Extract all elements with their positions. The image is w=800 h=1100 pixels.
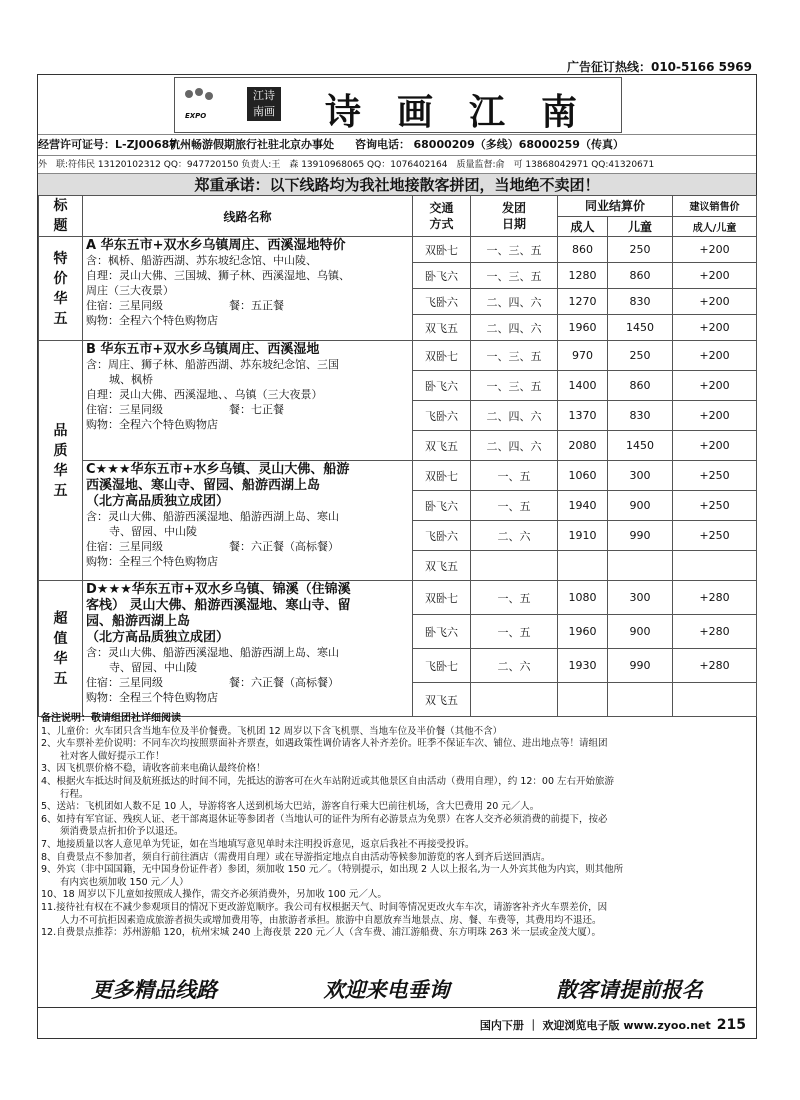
adult-price: 2080 [558,431,608,461]
child-price: 830 [608,401,673,431]
suggested-price: +200 [673,431,757,461]
transport-cell: 双卧七 [413,461,471,491]
suggested-price: +200 [673,237,757,263]
child-price: 990 [608,649,673,683]
route-cell [83,341,413,461]
transport-cell: 双卧七 [413,341,471,371]
note-item: 10、18 周岁以下儿童如按照成人操作，需交齐必须消费外，另加收 100 元／人。 [41,889,387,901]
suggested-price: +280 [673,581,757,615]
adult-price: 1270 [558,289,608,315]
route-detail: 城、枫桥 [109,373,153,386]
date-cell: 二、四、六 [471,315,558,341]
brand-title: 诗画江南 [325,91,614,133]
date-cell: 一、三、五 [471,341,558,371]
footer-text: 国内下册 ｜ 欢迎浏览电子版 www.zyoo.net [479,1019,711,1032]
date-cell: 一、三、五 [471,237,558,263]
adult-price: 1960 [558,615,608,649]
date-cell: 一、五 [471,491,558,521]
route-detail: 住宿：三星同级 餐：五正餐 [86,299,284,312]
header-transport: 交通 方式 [413,196,471,237]
transport-cell: 飞卧六 [413,289,471,315]
route-detail: 含：灵山大佛、船游西溪湿地、船游西湖上岛、寒山 [86,510,339,523]
route-detail: 自理：灵山大佛、西溪湿地、、乌镇（三大夜景） [86,388,323,401]
date-cell: 一、五 [471,615,558,649]
date-cell: 二、六 [471,649,558,683]
permit-number: 经营许可证号：L-ZJ00687 [38,138,177,151]
header-category: 标 题 [39,196,83,237]
note-item: 9、外宾（非中国国籍，无中国身份证件者）参团，须加收 150 元／。（特别提示，如出现 2 人以上报名,为一人外宾其他为内宾，则其他所 [41,864,624,876]
suggested-price: +280 [673,649,757,683]
note-item: 7、地接质量以客人意见单为凭证，如在当地填写意见单时未注明投诉意见，返京后我社不再接受投诉。 [41,838,475,850]
route-detail: 住宿：三星同级 餐：七正餐 [86,403,284,416]
date-cell: 二、四、六 [471,431,558,461]
suggested-price: +200 [673,341,757,371]
suggested-price: +200 [673,371,757,401]
transport-cell: 卧飞六 [413,263,471,289]
suggested-price: +200 [673,401,757,431]
phone-label: 咨询电话： [355,138,410,151]
child-price: 860 [608,371,673,401]
child-price: 830 [608,289,673,315]
suggested-price: +200 [673,263,757,289]
route-detail: 购物：全程三个特色购物店 [86,691,218,704]
adult-price: 1280 [558,263,608,289]
route-title: 园、船游西湖上岛 [86,614,191,629]
child-price: 900 [608,491,673,521]
header-suggested: 建议销售价 [673,196,757,217]
adult-price: 970 [558,341,608,371]
child-price [608,551,673,581]
route-detail: 住宿：三星同级 餐：六正餐（高标餐） [86,540,339,553]
adult-price: 1930 [558,649,608,683]
date-cell: 一、三、五 [471,371,558,401]
child-price: 990 [608,521,673,551]
seal-logo: 江诗 南画 [247,87,281,121]
route-title: （北方高品质独立成团） [86,494,230,509]
suggested-price: +250 [673,491,757,521]
transport-cell: 飞卧七 [413,649,471,683]
suggested-price [673,551,757,581]
route-title: A 华东五市+双水乡乌镇周庄、西溪湿地特价 [86,238,346,253]
note-item: 须消费景点折扣价予以退还。 [60,826,184,838]
brand-banner [174,77,622,133]
child-price [608,683,673,717]
route-title: C★★★华东五市+水乡乌镇、灵山大佛、船游 [86,462,350,477]
phone-numbers: 68000209（多线）68000259（传真） [413,138,624,151]
header-peer-price: 同业结算价 [558,196,673,217]
route-title: 客栈） 灵山大佛、船游西溪湿地、寒山寺、留 [86,598,351,613]
note-item: 6、如持有军官证、残疾人证、老干部离退休证等参团者（当地认可的证件为所有必游景点为免票）在客人交齐必须消费的前提下，按必 [41,813,608,825]
transport-cell: 双卧七 [413,237,471,263]
note-item: 行程。 [60,788,89,800]
routes-table [38,195,757,717]
child-price: 300 [608,461,673,491]
suggested-price: +250 [673,521,757,551]
slogan-item: 散客请提前报名 [555,978,703,1002]
note-item: 4、根据火车抵达时间及航班抵达的时间不同，先抵达的游客可在火车站附近或其他景区自由活动（费用自理），约 12：00 左右开始旅游 [41,775,615,787]
slogan-item: 更多精品线路 [91,978,218,1002]
date-cell: 二、六 [471,521,558,551]
route-title: 西溪湿地、寒山寺、留园、船游西湖上岛 [86,478,321,493]
child-price: 900 [608,615,673,649]
category-label: 特 价 华 五 [39,237,83,341]
transport-cell: 双卧七 [413,581,471,615]
transport-cell: 卧飞六 [413,371,471,401]
note-item: 2、火车票补差价说明：不同车次均按照票面补齐票查，如遇政策性调价请客人补齐差价。旺季不保证车次、铺位、进出地点等！请组团 [41,738,608,750]
route-detail: 购物：全程六个特色购物店 [86,418,218,431]
header-route: 线路名称 [83,196,413,237]
adult-price: 1400 [558,371,608,401]
adult-price [558,683,608,717]
route-detail: 含：灵山大佛、船游西溪湿地、船游西湖上岛、寒山 [86,646,339,659]
note-item: 11.接待社有权在不减少参观项目的情况下更改游览顺序。我公司有权根据天气、时间等情况更改火车车次，请游客补齐火车票差价，因 [41,901,608,913]
route-detail: 购物：全程三个特色购物店 [86,555,218,568]
suggested-price: +280 [673,615,757,649]
note-item: 有内宾也须加收 150 元／人） [60,876,189,888]
transport-cell: 卧飞六 [413,491,471,521]
table-row [39,341,757,371]
suggested-price: +200 [673,289,757,315]
adult-price: 1080 [558,581,608,615]
page-number: 215 [716,1017,746,1033]
note-item: 12.自费景点推荐：苏州游船 120，杭州宋城 240 上海夜景 220 元／人（含车费、浦江游船费、东方明珠 263 米一层或金茂大厦）。 [41,927,602,939]
transport-cell: 双飞五 [413,551,471,581]
date-cell [471,551,558,581]
route-detail: 寺、留园、中山陵 [109,661,197,674]
ad-frame [37,74,757,1039]
transport-cell: 双飞五 [413,431,471,461]
transport-cell: 卧飞六 [413,615,471,649]
adult-price: 1060 [558,461,608,491]
child-price: 250 [608,341,673,371]
route-detail: 周庄（三大夜景） [86,284,174,297]
headline: 郑重承诺：以下线路均为我社地接散客拼团，当地绝不卖团！ [38,173,756,197]
page-footer [38,1007,756,1038]
transport-cell: 双飞五 [413,683,471,717]
office-name: 杭州畅游假期旅行社驻北京办事处 [169,138,334,151]
table-row [39,461,757,491]
date-cell: 一、三、五 [471,263,558,289]
contacts-line: 外 联:符伟民 13120102312 QQ：947720150 负责人:王 森 13910968065 QQ：1076402164 质量监督:俞 可 13868042971 QQ:41320671 [38,160,655,170]
slogan-bar [38,974,756,1006]
route-title: D★★★华东五市+双水乡乌镇、锦溪（住锦溪 [86,582,351,597]
expo-logo: EXPO [183,88,217,122]
header-child: 儿童 [608,216,673,237]
header-suggested-sub: 成人/儿童 [673,216,757,237]
note-item: 5、送站：飞机团如人数不足 10 人，导游将客人送到机场大巴站，游客自行乘大巴前往机场，含大巴费用 20 元／人。 [41,801,540,813]
child-price: 1450 [608,315,673,341]
transport-cell: 双飞五 [413,315,471,341]
transport-cell: 飞卧六 [413,521,471,551]
child-price: 300 [608,581,673,615]
header-adult: 成人 [558,216,608,237]
child-price: 860 [608,263,673,289]
note-item: 8、自费景点不参加者，须自行前往酒店（需费用自理）或在导游指定地点自由活动等候参加游览的客人到齐后送回酒店。 [41,851,551,863]
date-cell: 二、四、六 [471,289,558,315]
suggested-price [673,683,757,717]
child-price: 1450 [608,431,673,461]
adult-price [558,551,608,581]
route-detail: 住宿：三星同级 餐：六正餐（高标餐） [86,676,339,689]
child-price: 250 [608,237,673,263]
route-detail: 寺、留园、中山陵 [109,525,197,538]
adult-price: 1370 [558,401,608,431]
route-detail: 含：周庄、狮子林、船游西湖、苏东坡纪念馆、三国 [86,358,339,371]
license-line [38,134,756,156]
date-cell [471,683,558,717]
table-header-row [39,196,757,217]
table-row [39,581,757,615]
note-item: 3、因飞机票价格不稳，请收客前来电确认最终价格！ [41,763,266,775]
slogan-item: 欢迎来电垂询 [323,978,450,1002]
route-detail: 含：枫桥、船游西湖、苏东坡纪念馆、中山陵、 [86,254,317,267]
adult-price: 1910 [558,521,608,551]
ad-hotline: 广告征订热线：010-5166 5969 [566,60,752,74]
table-row [39,237,757,263]
adult-price: 1960 [558,315,608,341]
suggested-price: +200 [673,315,757,341]
category-label: 品 质 华 五 [39,341,83,581]
adult-price: 860 [558,237,608,263]
note-item: 人力不可抗拒因素造成旅游者损失或增加费用等，由旅游者承担。旅游中自愿放弃当地景点、房、餐、车费等，其费用均不退还。 [60,914,602,926]
route-detail: 自理：灵山大佛、三国城、狮子林、西溪湿地、乌镇、 [86,269,350,282]
date-cell: 二、四、六 [471,401,558,431]
notes-section [41,713,753,940]
note-item: 1、儿童价：火车团只含当地车位及半价餐费。飞机团 12 周岁以下含飞机票、当地车位及半价餐（其他不含） [41,725,503,737]
suggested-price: +250 [673,461,757,491]
route-detail: 购物：全程六个特色购物店 [86,314,218,327]
category-label: 超 值 华 五 [39,581,83,717]
note-item: 社对客人做好提示工作！ [60,750,165,762]
header-depart: 发团 日期 [471,196,558,237]
route-title: B 华东五市+双水乡乌镇周庄、西溪湿地 [86,342,320,357]
adult-price: 1940 [558,491,608,521]
route-cell [83,581,413,717]
route-cell [83,237,413,341]
route-cell [83,461,413,581]
date-cell: 一、五 [471,581,558,615]
transport-cell: 飞卧六 [413,401,471,431]
route-title: （北方高品质独立成团） [86,630,230,645]
notes-heading: 备注说明：敬请组团社详细阅读 [41,713,181,724]
date-cell: 一、五 [471,461,558,491]
